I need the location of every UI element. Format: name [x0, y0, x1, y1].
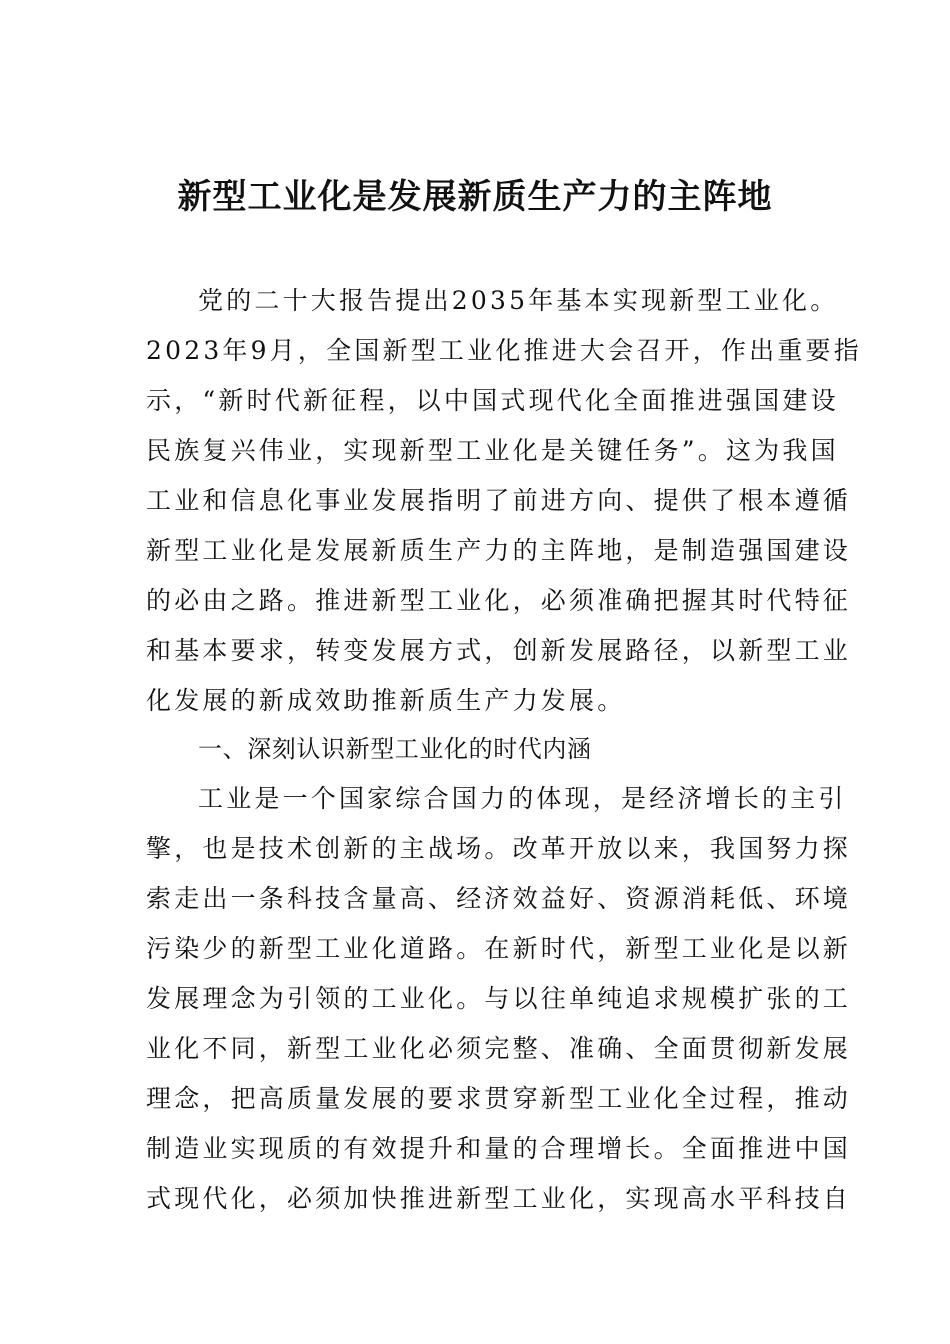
paragraph-intro [146, 276, 862, 726]
paragraph-line: 业化不同，新型工业化必须完整、准确、全面贯彻新发展 [146, 1034, 852, 1063]
paragraph-line: 发展理念为引领的工业化。与以往单纯追求规模扩张的工 [146, 984, 852, 1013]
paragraph-line: 民族复兴伟业，实现新型工业化是关键任务”。这为我国 [146, 436, 839, 465]
section-heading-wrapper [146, 724, 810, 774]
paragraph-line: 党的二十大报告提出2035年基本实现新型工业化。 [198, 286, 839, 315]
paragraph-line: 工业是一个国家综合国力的体现，是经济增长的主引 [198, 784, 847, 813]
paragraph-line: 制造业实现质的有效提升和量的合理增长。全面推进中国 [146, 1134, 852, 1163]
paragraph-line: 索走出一条科技含量高、经济效益好、资源消耗低、环境 [146, 884, 852, 913]
document-title: 新型工业化是发展新质生产力的主阵地 [177, 177, 773, 217]
paragraph-line: 工业和信息化事业发展指明了前进方向、提供了根本遵循 [146, 486, 852, 515]
paragraph-line: 式现代化，必须加快推进新型工业化，实现高水平科技自 [146, 1184, 852, 1213]
paragraph-line: 理念，把高质量发展的要求贯穿新型工业化全过程，推动 [146, 1084, 852, 1113]
paragraph-line: 新型工业化是发展新质生产力的主阵地，是制造强国建设 [146, 536, 852, 565]
paragraph-line: 化发展的新成效助推新质生产力发展。 [146, 686, 626, 715]
paragraph-line: 和基本要求，转变发展方式，创新发展路径，以新型工业 [146, 636, 852, 665]
paragraph-line: 污染少的新型工业化道路。在新时代，新型工业化是以新 [146, 934, 852, 963]
paragraph-line: 擎，也是技术创新的主战场。改革开放以来，我国努力探 [146, 834, 852, 863]
section-heading: 一、深刻认识新型工业化的时代内涵 [198, 735, 592, 763]
paragraph-line: 2023年9月，全国新型工业化推进大会召开，作出重要指 [146, 336, 862, 365]
paragraph-line: 示，“新时代新征程，以中国式现代化全面推进强国建设 [146, 386, 839, 415]
paragraph-line: 的必由之路。推进新型工业化，必须准确把握其时代特征 [146, 586, 852, 615]
paragraph-section1 [146, 774, 852, 1224]
